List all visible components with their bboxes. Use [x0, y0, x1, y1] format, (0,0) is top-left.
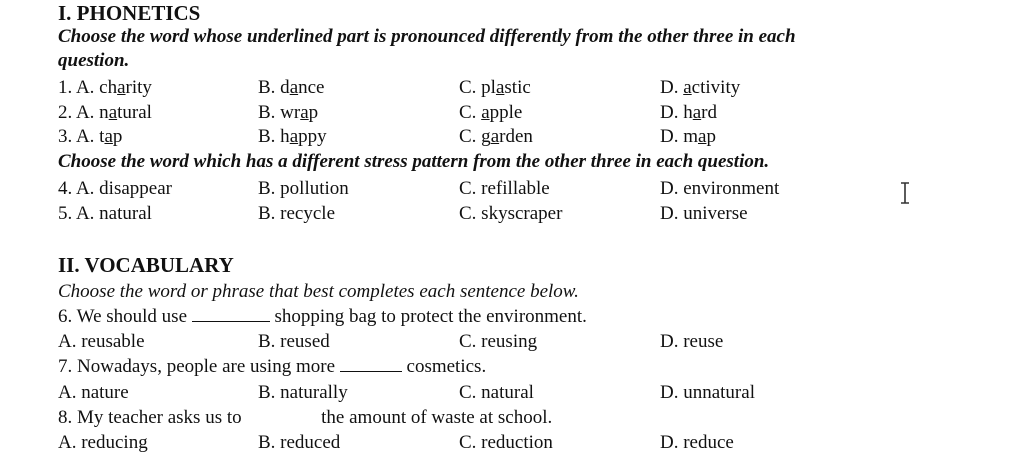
cut-off-next-line [58, 458, 838, 464]
instruction-pronunciation-line2: question. [58, 50, 130, 71]
q8-option-d: D. reduce [660, 432, 734, 453]
q1-d-post: ctivity [691, 77, 741, 98]
q2-c-post: pple [489, 102, 523, 123]
q6-option-b: B. reused [258, 331, 330, 352]
q5-a-text: A. natural [75, 203, 152, 224]
q3-c-underlined: a [490, 126, 500, 147]
q1-option-d [660, 77, 740, 99]
q3-a-pre: A. t [75, 126, 105, 147]
q5-option-c: C. skyscraper [459, 203, 563, 224]
q1-option-b [258, 77, 325, 99]
q3-option-d [660, 126, 716, 148]
q2-c-pre: C. [459, 102, 482, 123]
q3-c-pre: C. g [459, 126, 491, 147]
q7-option-c: C. natural [459, 382, 534, 403]
q4-option-b: B. pollution [258, 178, 349, 199]
q2-c-underlined: a [481, 102, 490, 123]
q1-d-pre: D. [660, 77, 684, 98]
q1-a-post: rity [125, 77, 152, 98]
q3-option-b [258, 126, 327, 148]
q1-b-post: nce [298, 77, 325, 98]
q1-c-pre: C. pl [459, 77, 496, 98]
q3-d-pre: D. m [660, 126, 698, 147]
q1-option-a [58, 77, 152, 99]
section-title-vocabulary: II. VOCABULARY [58, 253, 234, 277]
q3-b-pre: B. h [258, 126, 290, 147]
q5-number: 5. [58, 203, 73, 224]
q6-answer-blank [192, 307, 270, 322]
instruction-stress: Choose the word which has a different stress pattern from the other three in each question. [58, 151, 770, 172]
q6-stem [58, 306, 587, 328]
q1-c-underlined: a [495, 77, 505, 98]
q1-d-underlined: a [683, 77, 692, 98]
section-title-phonetics: I. PHONETICS [58, 1, 201, 25]
q7-option-b: B. naturally [258, 382, 348, 403]
q7-stem [58, 356, 486, 378]
q7-stem-pre: 7. Nowadays, people are using more [58, 356, 336, 377]
q4-a-text: A. disappear [75, 178, 172, 199]
q2-option-a [58, 102, 152, 124]
q2-d-pre: D. h [660, 102, 693, 123]
text-cursor-icon [899, 182, 911, 204]
q6-option-c: C. reusing [459, 331, 538, 352]
q2-d-post: rd [701, 102, 717, 123]
q3-a-post: p [112, 126, 123, 147]
q3-b-post: ppy [298, 126, 327, 147]
q8-option-a: A. reducing [58, 432, 148, 453]
instruction-vocabulary: Choose the word or phrase that best completes each sentence below. [58, 281, 579, 302]
q7-answer-blank [340, 357, 402, 372]
q2-b-underlined: a [300, 102, 309, 123]
q1-c-post: stic [504, 77, 531, 98]
q1-a-pre: A. ch [75, 77, 118, 98]
instruction-pronunciation-line1: Choose the word whose underlined part is pronounced differently from the other three in each [58, 26, 796, 47]
q1-number: 1. [58, 77, 73, 98]
q8-stem-post: the amount of waste at school. [321, 407, 553, 428]
q5-option-b: B. recycle [258, 203, 336, 224]
q6-stem-pre: 6. We should use [58, 306, 188, 327]
q5-option-a [58, 203, 152, 225]
q8-option-c: C. reduction [459, 432, 553, 453]
q8-option-b: B. reduced [258, 432, 341, 453]
q8-stem-pre: 8. My teacher asks us to [58, 407, 242, 428]
q6-stem-post: shopping bag to protect the environment. [274, 306, 587, 327]
q4-option-c: C. refillable [459, 178, 550, 199]
q2-option-d [660, 102, 717, 124]
q2-d-underlined: a [692, 102, 702, 123]
q1-b-underlined: a [289, 77, 299, 98]
q3-c-post: rden [499, 126, 533, 147]
q2-option-c [459, 102, 522, 124]
q2-b-pre: B. wr [258, 102, 301, 123]
q3-number: 3. [58, 126, 73, 147]
q2-b-post: p [308, 102, 319, 123]
q6-option-a: A. reusable [58, 331, 145, 352]
q2-a-post: tural [117, 102, 152, 123]
q4-number: 4. [58, 178, 73, 199]
q3-b-underlined: a [289, 126, 299, 147]
q1-option-c [459, 77, 531, 99]
q2-a-underlined: a [108, 102, 118, 123]
q1-b-pre: B. d [258, 77, 290, 98]
q3-option-c [459, 126, 533, 148]
q1-a-underlined: a [117, 77, 126, 98]
q3-d-post: p [706, 126, 716, 147]
q8-stem [58, 407, 552, 429]
q2-option-b [258, 102, 318, 124]
q3-option-a [58, 126, 122, 148]
q4-option-a [58, 178, 172, 200]
q5-option-d: D. universe [660, 203, 748, 224]
q7-stem-post: cosmetics. [406, 356, 487, 377]
q2-a-pre: A. n [75, 102, 109, 123]
q3-d-underlined: a [698, 126, 707, 147]
q6-option-d: D. reuse [660, 331, 724, 352]
q2-number: 2. [58, 102, 73, 123]
q4-option-d: D. environment [660, 178, 780, 199]
q7-option-d: D. unnatural [660, 382, 755, 403]
q3-a-underlined: a [104, 126, 113, 147]
q7-option-a: A. nature [58, 382, 129, 403]
